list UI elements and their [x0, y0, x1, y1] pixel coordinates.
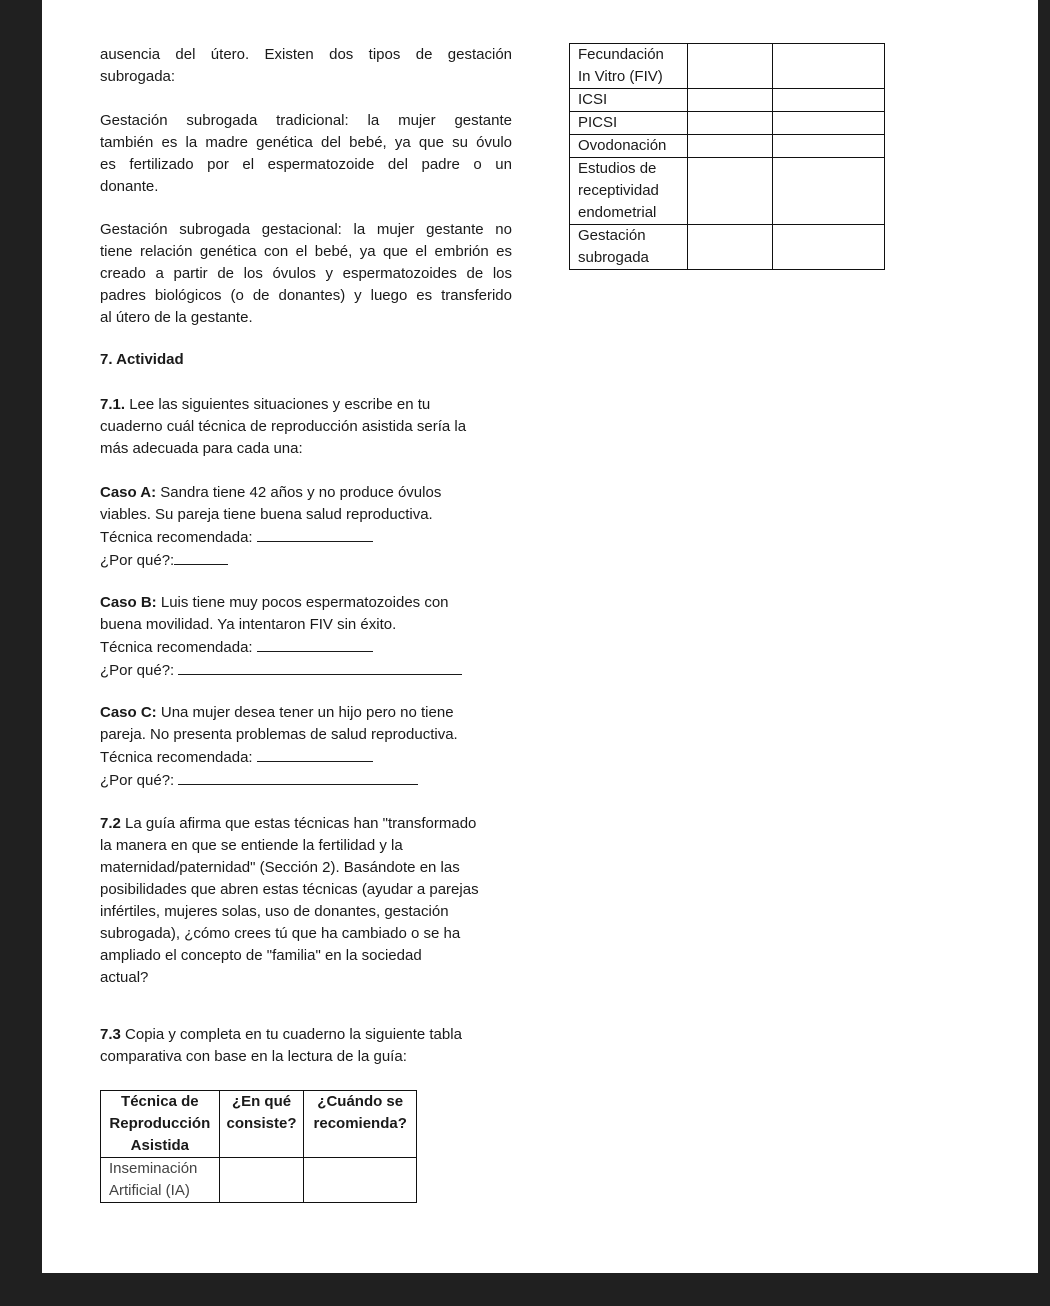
cell-text: Ovodonación — [578, 137, 667, 154]
technique-label: Técnica recomendada: — [100, 749, 257, 766]
technique-answer-blank[interactable] — [257, 746, 373, 762]
text-line: ausencia del útero. Existen dos tipos de gestación — [100, 46, 512, 63]
table-row — [570, 225, 885, 270]
why-label: ¿Por qué?: — [100, 662, 179, 679]
why-answer-blank[interactable] — [178, 769, 418, 785]
text-line: posibilidades que abren estas técnicas (ayudar a parejas — [100, 881, 479, 898]
table-row — [570, 135, 885, 158]
cell-text: Gestación — [578, 227, 646, 244]
empty-cell[interactable] — [687, 135, 772, 158]
empty-cell[interactable] — [772, 89, 884, 112]
cell-text: In Vitro (FIV) — [578, 68, 663, 85]
text-line: infértiles, mujeres solas, uso de donantes, gestación — [100, 903, 449, 920]
text-line: padres biológicos (o de donantes) y luego es transferido — [100, 287, 512, 304]
empty-cell[interactable] — [687, 225, 772, 270]
text-line: actual? — [100, 969, 149, 986]
text-line: donante. — [100, 178, 159, 195]
case-label: Caso B: — [100, 594, 157, 611]
table-row — [570, 158, 885, 225]
why-label: ¿Por qué?: — [100, 552, 175, 569]
comparison-table-header — [100, 1090, 417, 1203]
header-text: ¿En qué — [231, 1093, 292, 1110]
technique-cell — [570, 135, 688, 158]
technique-answer-blank[interactable] — [257, 636, 373, 652]
text-line: Gestación subrogada tradicional: la mujer gestante — [100, 112, 512, 129]
text-line: Una mujer desea tener un hijo pero no tiene — [156, 704, 454, 721]
why-answer-blank[interactable] — [178, 659, 462, 675]
technique-cell — [570, 44, 688, 89]
header-technique — [101, 1091, 220, 1158]
table-header-row — [101, 1091, 417, 1158]
technique-cell — [570, 89, 688, 112]
text-line: creado a partir de los óvulos y espermatozoides de los — [100, 265, 512, 282]
text-line: al útero de la gestante. — [100, 309, 253, 326]
question-number: 7.3 — [100, 1026, 121, 1043]
case-c — [100, 702, 512, 792]
table-row — [570, 89, 885, 112]
case-label: Caso A: — [100, 484, 157, 501]
case-a — [100, 482, 512, 572]
text-line: la manera en que se entiende la fertilidad y la — [100, 837, 403, 854]
header-when-recommended — [304, 1091, 417, 1158]
document-page — [42, 0, 1038, 1273]
technique-cell — [101, 1158, 220, 1203]
header-text: Asistida — [130, 1137, 189, 1154]
question-7-2 — [100, 813, 512, 989]
intro-paragraph — [100, 44, 512, 88]
case-label: Caso C: — [100, 704, 157, 721]
text-line: La guía afirma que estas técnicas han "transformado — [120, 815, 477, 832]
technique-answer-blank[interactable] — [257, 526, 373, 542]
table-row — [570, 112, 885, 135]
cell-text: Estudios de — [578, 160, 657, 177]
text-line: buena movilidad. Ya intentaron FIV sin éxito. — [100, 616, 397, 633]
header-text: recomienda? — [313, 1115, 407, 1132]
empty-cell[interactable] — [772, 44, 884, 89]
text-line: Lee las siguientes situaciones y escribe en tu — [125, 396, 431, 413]
header-text: Técnica de — [121, 1093, 199, 1110]
table-row — [101, 1158, 417, 1203]
header-text: consiste? — [226, 1115, 297, 1132]
text-line: más adecuada para cada una: — [100, 440, 303, 457]
question-7-1 — [100, 394, 512, 460]
text-line: cuaderno cuál técnica de reproducción asistida sería la — [100, 418, 467, 435]
header-what-is-it — [219, 1091, 304, 1158]
question-7-3 — [100, 1024, 512, 1068]
technique-cell — [570, 112, 688, 135]
section-title: 7. Actividad — [100, 351, 184, 368]
empty-cell[interactable] — [687, 89, 772, 112]
text-line: Luis tiene muy pocos espermatozoides con — [156, 594, 449, 611]
empty-cell[interactable] — [772, 135, 884, 158]
text-line: Sandra tiene 42 años y no produce óvulos — [156, 484, 442, 501]
why-label: ¿Por qué?: — [100, 772, 179, 789]
header-text: ¿Cuándo se — [317, 1093, 404, 1110]
table-row — [570, 44, 885, 89]
cell-text: PICSI — [578, 114, 618, 131]
empty-cell[interactable] — [304, 1158, 417, 1203]
technique-cell — [570, 225, 688, 270]
text-line: subrogada: — [100, 68, 176, 85]
technique-cell — [570, 158, 688, 225]
empty-cell[interactable] — [772, 112, 884, 135]
empty-cell[interactable] — [772, 225, 884, 270]
header-text: Reproducción — [109, 1115, 211, 1132]
text-line: Copia y completa en tu cuaderno la siguiente tabla — [120, 1026, 462, 1043]
text-line: también es la madre genética del bebé, ya que su óvulo — [100, 134, 512, 151]
cell-text: Artificial (IA) — [109, 1182, 190, 1199]
question-number: 7.1. — [100, 396, 126, 413]
text-line: subrogada), ¿cómo crees tú que ha cambiado o se ha — [100, 925, 461, 942]
empty-cell[interactable] — [687, 44, 772, 89]
empty-cell[interactable] — [687, 158, 772, 225]
text-line: viables. Su pareja tiene buena salud reproductiva. — [100, 506, 433, 523]
cell-text: receptividad — [578, 182, 659, 199]
question-number: 7.2 — [100, 815, 121, 832]
empty-cell[interactable] — [772, 158, 884, 225]
comparison-table-continuation — [569, 43, 885, 270]
case-b — [100, 592, 512, 682]
text-line: tiene relación genética con el bebé, ya que el embrión es — [100, 243, 512, 260]
why-answer-blank[interactable] — [174, 549, 228, 565]
cell-text: subrogada — [578, 249, 649, 266]
technique-label: Técnica recomendada: — [100, 529, 257, 546]
text-line: pareja. No presenta problemas de salud reproductiva. — [100, 726, 458, 743]
text-line: maternidad/paternidad" (Sección 2). Basándote en las — [100, 859, 460, 876]
cell-text: endometrial — [578, 204, 657, 221]
cell-text: ICSI — [578, 91, 608, 108]
empty-cell[interactable] — [219, 1158, 304, 1203]
text-line: comparativa con base en la lectura de la guía: — [100, 1048, 407, 1065]
text-line: Gestación subrogada gestacional: la mujer gestante no — [100, 221, 512, 238]
traditional-surrogacy-paragraph — [100, 110, 512, 198]
text-line: es fertilizado por el espermatozoide del padre o un — [100, 156, 512, 173]
empty-cell[interactable] — [687, 112, 772, 135]
cell-text: Inseminación — [109, 1160, 198, 1177]
text-line: ampliado el concepto de "familia" en la sociedad — [100, 947, 422, 964]
technique-label: Técnica recomendada: — [100, 639, 257, 656]
cell-text: Fecundación — [578, 46, 664, 63]
gestational-surrogacy-paragraph — [100, 219, 512, 329]
